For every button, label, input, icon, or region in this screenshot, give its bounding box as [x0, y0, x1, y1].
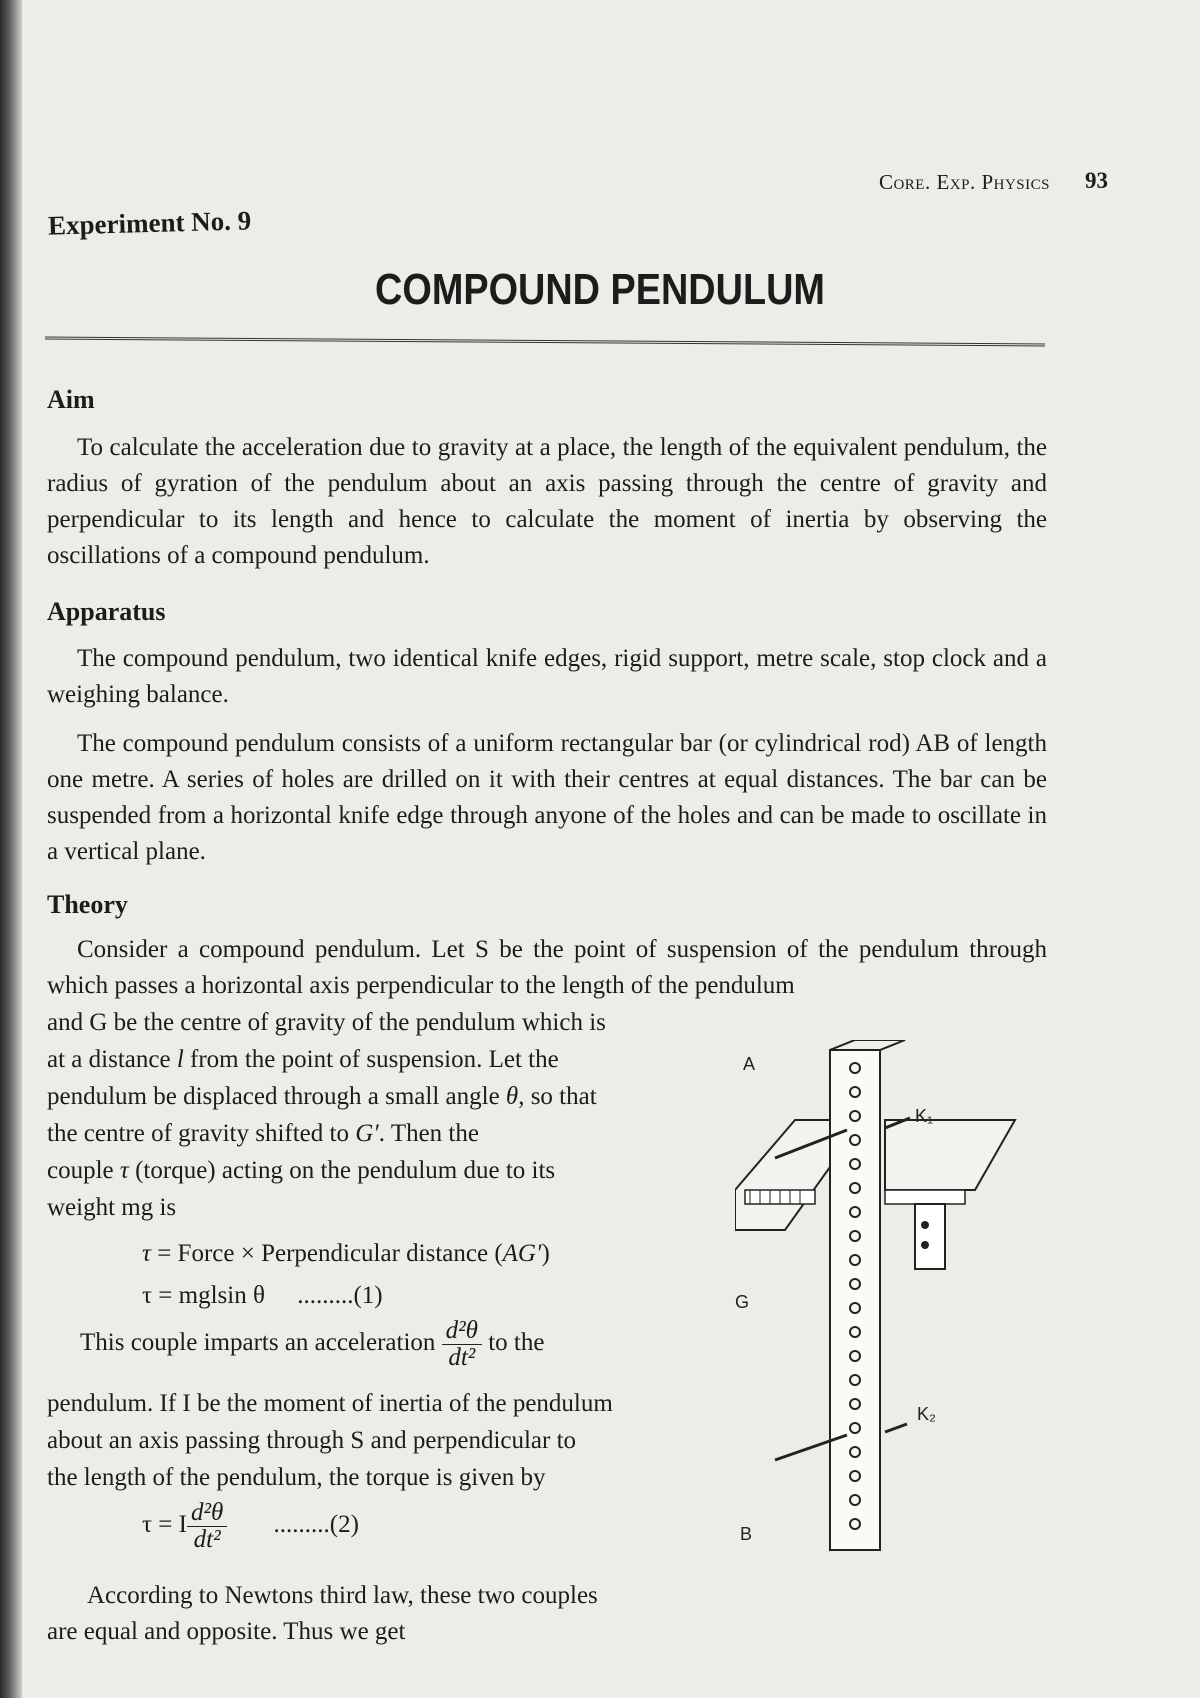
page-number: 93: [1085, 168, 1108, 193]
theory-line: the centre of gravity shifted to G′. Then the: [47, 1120, 479, 1147]
theory-line: the length of the pendulum, the torque is given by: [47, 1464, 546, 1491]
theory-intro: [47, 932, 1047, 1004]
aim-text: To calculate the acceleration due to gravity at a place, the length of the equivalent pendulum, the radius of gyration of the pendulum about an axis passing through the centre of gravity and perpendicular to its length and hence to calculate the moment of inertia by observing the oscillations of a compound pendulum.: [47, 434, 1047, 569]
theory-moment-block: [47, 1385, 707, 1496]
theory-line: at a distance l from the point of suspension. Let the: [47, 1046, 559, 1073]
label-g: G: [735, 1292, 750, 1312]
running-header: [879, 170, 1050, 195]
compound-pendulum-diagram: [735, 1040, 1065, 1600]
experiment-number: Experiment No. 9: [47, 205, 252, 241]
theory-line: are equal and opposite. Thus we get: [47, 1618, 406, 1645]
running-title: Core. Exp. Physics: [878, 170, 1050, 194]
apparatus-heading: Apparatus: [47, 597, 166, 626]
equation-1-tag: .........(1): [297, 1282, 383, 1309]
aim-paragraph: [47, 430, 1047, 574]
theory-intro-text: Consider a compound pendulum. Let S be the point of suspension of the pendulum through which passes a horizontal axis perpendicular to the length of the pendulum: [47, 936, 1047, 999]
label-b: B: [740, 1524, 753, 1544]
theory-line: According to Newtons third law, these two couples: [87, 1582, 598, 1609]
theory-narrow-block: [47, 1004, 707, 1226]
theory-line: pendulum. If I be the moment of inertia of the pendulum: [47, 1390, 613, 1417]
theory-line: about an axis passing through S and perpendicular to: [47, 1427, 577, 1454]
theory-heading: Theory: [47, 890, 128, 919]
title-rule: [45, 337, 1045, 347]
equation-2-tag: .........(2): [273, 1511, 359, 1539]
theory-conclusion: [47, 1578, 767, 1650]
theory-line: weight mg is: [47, 1194, 177, 1221]
equation-1-body: τ = mglsin θ: [142, 1282, 265, 1309]
label-a: A: [743, 1054, 756, 1074]
equation-torque-definition: τ = Force × Perpendicular distance (AG′): [142, 1240, 550, 1267]
equation-2: τ = I $\frac{\text{d²θ}}{\text{dt²}}$ .........(2): [142, 1499, 359, 1553]
label-k2: K₂: [917, 1404, 936, 1424]
fraction-d2theta-dt2: $\frac{\text{d²θ}}{\text{dt²}}$: [442, 1318, 482, 1371]
apparatus-text-2: The compound pendulum consists of a uniform rectangular bar (or cylindrical rod) AB of length one metre. A series of holes are drilled on it with their centres at equal distances. The bar can be suspended from a horizontal knife edge through anyone of the holes and can be made to oscillate in a vertical plane.: [47, 730, 1047, 865]
apparatus-paragraph-2: [47, 726, 1047, 870]
theory-line: and G be the centre of gravity of the pendulum which is: [47, 1009, 606, 1036]
theory-line: couple τ (torque) acting on the pendulum due to its: [47, 1157, 556, 1184]
support-bracket: [915, 1204, 945, 1269]
page-title: COMPOUND PENDULUM: [375, 265, 825, 314]
aim-heading: Aim: [47, 385, 95, 414]
fraction-eq2: $\frac{\text{d²θ}}{\text{dt²}}$: [187, 1500, 227, 1553]
support-plate-right: [885, 1120, 1015, 1190]
label-k1: K₁: [915, 1106, 934, 1126]
theory-line: pendulum be displaced through a small angle θ, so that: [47, 1083, 597, 1110]
apparatus-text-1: The compound pendulum, two identical knife edges, rigid support, metre scale, stop clock and a weighing balance.: [47, 645, 1047, 708]
page-binding-edge: [0, 0, 22, 1698]
equation-1: [142, 1282, 383, 1310]
apparatus-paragraph-1: [47, 641, 1047, 713]
pendulum-bar: [830, 1050, 880, 1550]
acceleration-line: This couple imparts an acceleration $\frac{\text{d²θ}}{\text{dt²}}$ to the: [80, 1317, 545, 1371]
